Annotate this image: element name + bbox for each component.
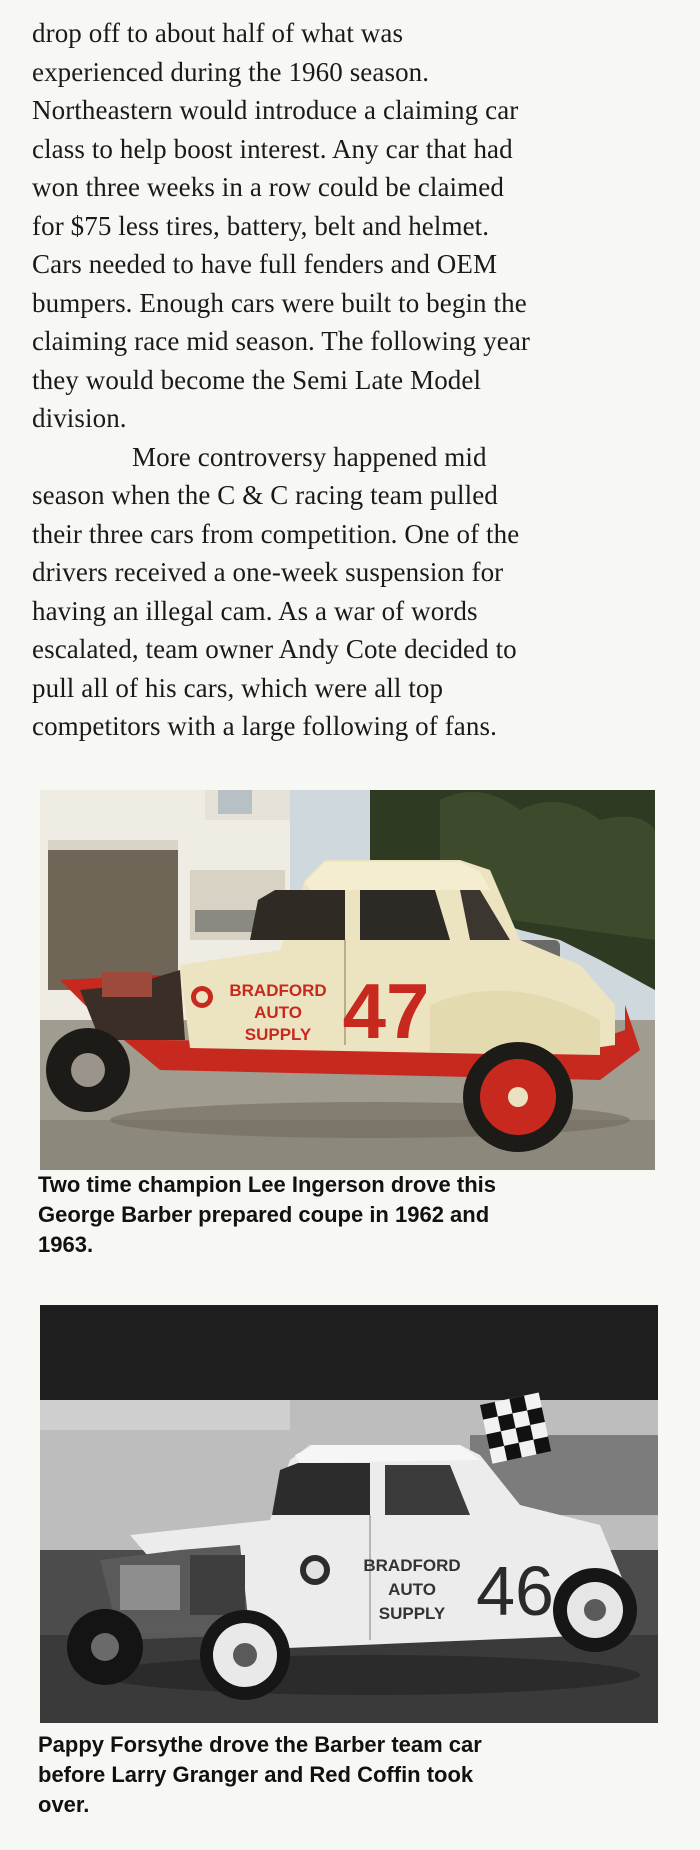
text-line: division. [32, 403, 127, 433]
photo-caption-1 [38, 1170, 496, 1260]
text-line: competitors with a large following of fans. [32, 711, 497, 741]
photo-coupe-46 [40, 1305, 658, 1723]
article-text [32, 14, 672, 746]
text-line: won three weeks in a row could be claimed [32, 172, 504, 202]
car-lettering: AUTO [254, 1003, 302, 1022]
car-lettering: BRADFORD [229, 981, 327, 1000]
car-number: 46 [476, 1552, 554, 1630]
text-line: pull all of his cars, which were all top [32, 672, 444, 703]
text-line: drivers received a one-week suspension for [32, 557, 504, 587]
car-number: 47 [342, 967, 430, 1055]
caption-line: before Larry Granger and Red Coffin took [38, 1762, 474, 1787]
caption-line: Pappy Forsythe drove the Barber team car [38, 1732, 482, 1757]
text-line: experienced during the 1960 season. [32, 56, 430, 87]
text-line: having an illegal cam. As a war of words [32, 595, 478, 626]
text-line: they would become the Semi Late Model [32, 364, 482, 395]
car-lettering: BRADFORD [363, 1556, 461, 1575]
text-line: for $75 less tires, battery, belt and helmet. [32, 210, 490, 241]
text-line: Cars needed to have full fenders and OEM [32, 249, 498, 279]
text-line: More controversy happened mid [132, 441, 487, 472]
caption-line: Two time champion Lee Ingerson drove this [38, 1172, 496, 1197]
photo-coupe-47 [40, 790, 655, 1170]
text-line: bumpers. Enough cars were built to begin the [32, 287, 527, 318]
text-line: drop off to about half of what was [32, 18, 404, 48]
text-line: class to help boost interest. Any car that had [32, 133, 513, 164]
text-line: their three cars from competition. One of the [32, 518, 520, 549]
paragraph-2 [32, 438, 672, 746]
car-lettering: AUTO [388, 1580, 436, 1599]
caption-line: 1963. [38, 1232, 94, 1257]
car-lettering: SUPPLY [378, 1604, 446, 1623]
paragraph-1 [32, 14, 672, 438]
photo-caption-2 [38, 1730, 482, 1820]
car-lettering: SUPPLY [244, 1025, 312, 1044]
text-line: season when the C & C racing team pulled [32, 480, 498, 510]
caption-line: over. [38, 1792, 90, 1817]
caption-line: George Barber prepared coupe in 1962 and [38, 1202, 490, 1227]
text-line: claiming race mid season. The following year [32, 326, 530, 356]
text-line: Northeastern would introduce a claiming car [32, 95, 519, 125]
text-line: escalated, team owner Andy Cote decided to [32, 634, 517, 664]
